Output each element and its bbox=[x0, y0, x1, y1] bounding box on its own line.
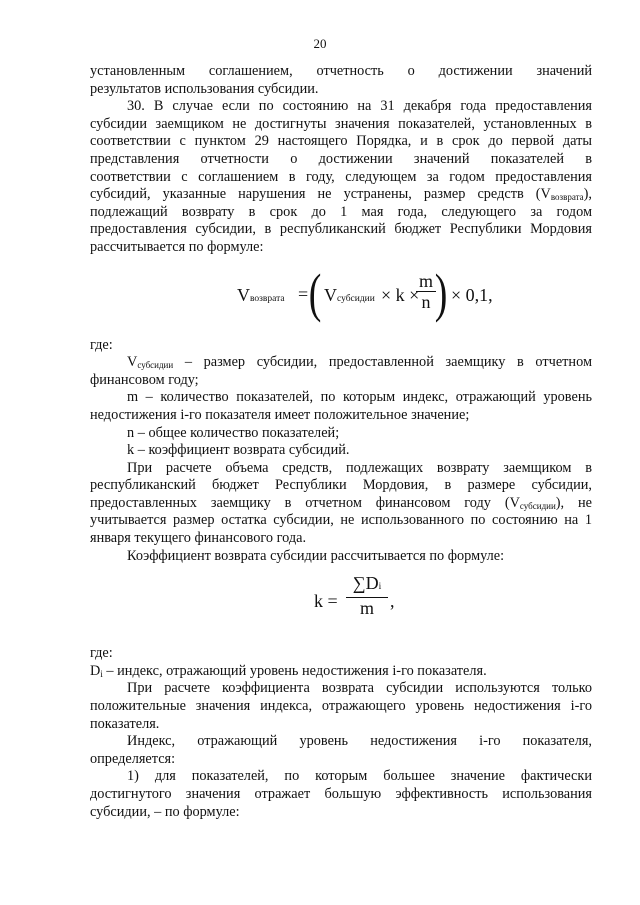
word: уровень bbox=[299, 733, 349, 750]
where-label: где: bbox=[90, 645, 113, 662]
paragraph-line: определяется: bbox=[90, 750, 176, 767]
word: о bbox=[407, 63, 415, 79]
document-body bbox=[90, 63, 592, 821]
paragraph-line: результатов использования субсидии. bbox=[90, 80, 319, 97]
paragraph-line: учитывается размер остатка субсидии, не использованного по состоянию на 1 bbox=[90, 512, 592, 529]
definition-line: n – общее количество показателей; bbox=[127, 424, 340, 441]
right-paren: ) bbox=[434, 262, 448, 323]
word: i-го bbox=[479, 733, 501, 750]
paragraph-line: 30. В случае если по состоянию на 31 декабря года предоставления bbox=[127, 98, 592, 115]
paragraph-line: 1) для показателей, по которым большее значение фактически bbox=[127, 768, 592, 785]
paragraph-line: При расчете объема средств, подлежащих возврату заемщиком в bbox=[127, 459, 592, 476]
paragraph-line bbox=[90, 733, 592, 751]
definition-line: $D_i$ – индекс, отражающий уровень недостижения i-го показателя. bbox=[90, 662, 487, 679]
paragraph-line: соответствии с соглашением в году, следующем за годом предоставления bbox=[90, 168, 592, 185]
definition-line: финансовом году; bbox=[90, 371, 199, 388]
paragraph-line: показателя. bbox=[90, 715, 160, 732]
paragraph-line: Коэффициент возврата субсидии рассчитывается по формуле: bbox=[127, 547, 505, 564]
formula-coefficient: k = ∑Di m , bbox=[314, 573, 395, 619]
word: недостижения bbox=[370, 733, 457, 750]
paragraph-line: При расчете коэффициента возврата субсидии используются только bbox=[127, 680, 592, 697]
definition-line: $V_{субсидии}$ – размер субсидии, предоставленной заемщику в отчетном bbox=[127, 354, 592, 371]
word: отражающий bbox=[197, 733, 278, 750]
paragraph-line: представления отчетности о достижении значений показателей в bbox=[90, 150, 592, 167]
paragraph-line: субсидии заемщиком не достигнуты значения показателей, установленных в bbox=[90, 115, 592, 132]
paragraph-line: предоставления субсидии, в республиканский бюджет Республики Мордовия bbox=[90, 221, 592, 238]
where-label: где: bbox=[90, 336, 113, 353]
definition-line: m – количество показателей, по которым индекс, отражающий уровень bbox=[127, 389, 592, 406]
word: значений bbox=[536, 63, 593, 79]
word: Индекс, bbox=[127, 733, 176, 750]
definition-line: k – коэффициент возврата субсидий. bbox=[127, 442, 350, 459]
paragraph-line: рассчитывается по формуле: bbox=[90, 238, 264, 255]
fraction-sum-d-m: ∑Di m bbox=[346, 573, 388, 618]
page-number: 20 bbox=[313, 36, 327, 51]
paragraph-line: предоставленных заемщику в отчетном финансовом году $(V_{субсидии})$, не bbox=[90, 494, 592, 511]
formula-return-amount: Vвозврата = ( Vсубсидии × k × m n ) × 0,1, bbox=[237, 262, 493, 323]
word: показателя, bbox=[522, 733, 592, 750]
paragraph-line: января текущего финансового года. bbox=[90, 530, 307, 547]
paragraph-line: субсидии, – по формуле: bbox=[90, 803, 240, 820]
definition-line: недостижения i-го показателя имеет положительное значение; bbox=[90, 406, 470, 423]
left-paren: ( bbox=[308, 262, 322, 323]
word: отчетность bbox=[316, 63, 384, 79]
paragraph-line: соответствии с пунктом 29 настоящего Порядка, и в срок до первой даты bbox=[90, 133, 592, 150]
fraction-m-n: m n bbox=[416, 271, 436, 312]
paragraph-line bbox=[90, 63, 592, 81]
paragraph-line: республиканский бюджет Республики Мордовия, в размере субсидии, bbox=[90, 477, 592, 494]
word: достижении bbox=[438, 63, 513, 79]
paragraph-line: достигнутого значения отражает большую эффективность использования bbox=[90, 786, 592, 802]
word: соглашением, bbox=[208, 63, 293, 79]
paragraph-line: положительные значения индекса, отражающего уровень недостижения i-го bbox=[90, 698, 592, 715]
paragraph-line: подлежащий возврату в срок до 1 мая года, следующего за годом bbox=[90, 203, 592, 220]
word: установленным bbox=[90, 63, 186, 79]
paragraph-line: субсидий, указанные нарушения не устранены, размер средств $(V_{возврата})$, bbox=[90, 186, 592, 203]
